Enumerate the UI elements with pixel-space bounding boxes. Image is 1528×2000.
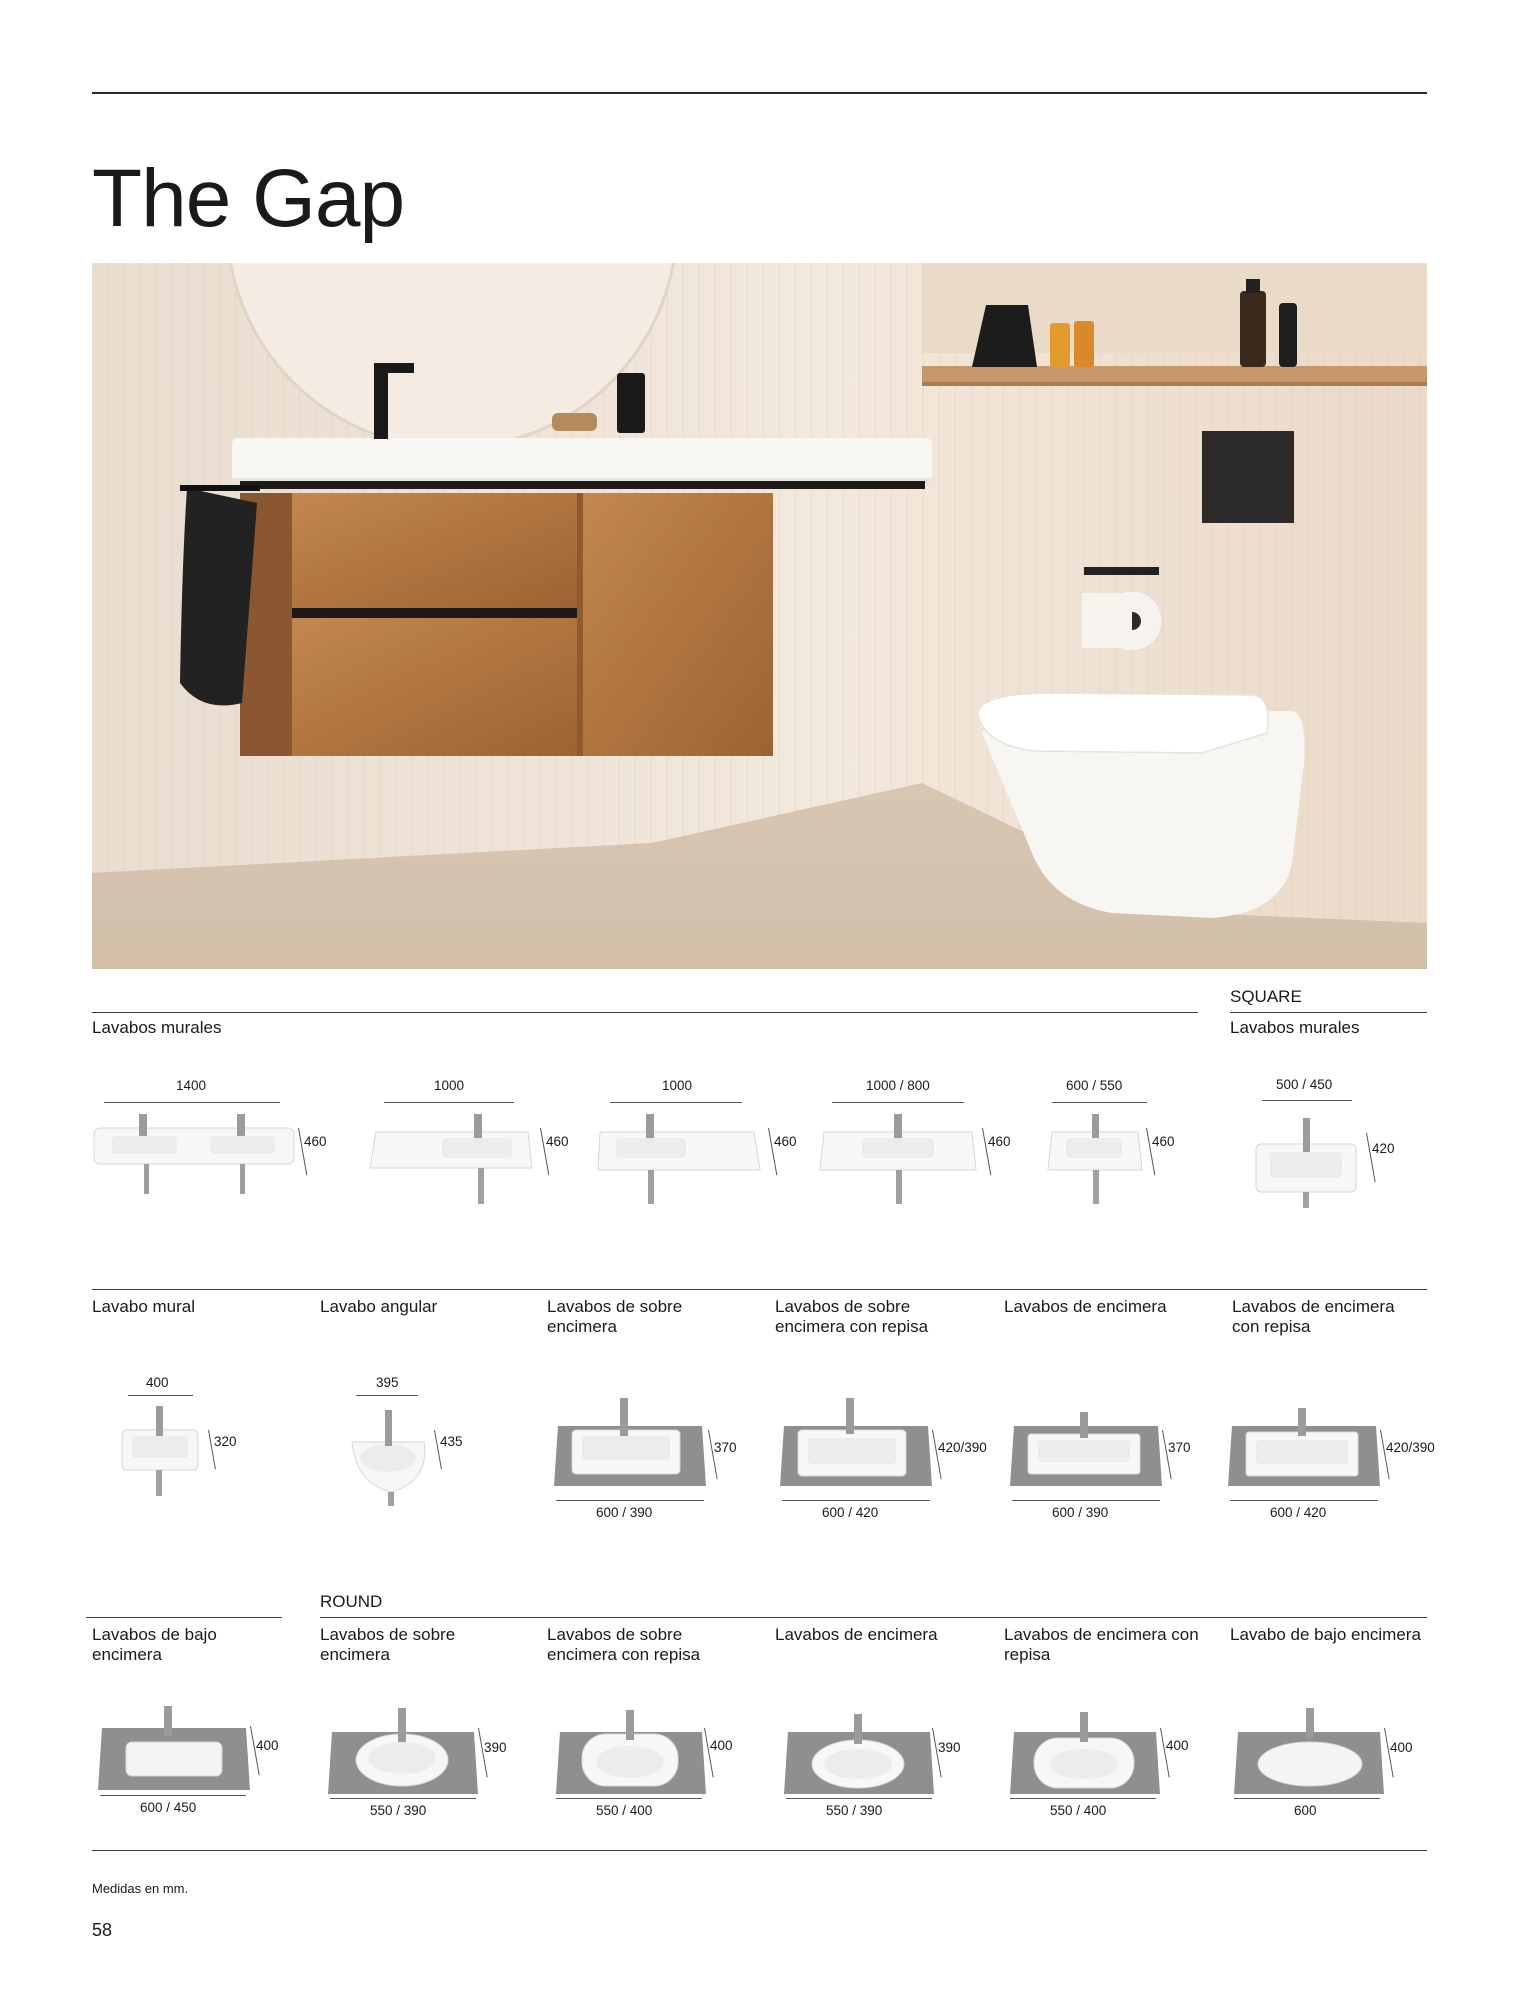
width-dimension: 1000	[662, 1078, 693, 1093]
section3-label-4: Lavabos de encimera	[775, 1625, 938, 1644]
width-dimension-line	[104, 1102, 280, 1103]
hero-bathroom-photo	[92, 263, 1427, 969]
wall-sink-left-bowl-image	[594, 1108, 764, 1213]
depth-dimension: 420	[1372, 1141, 1395, 1156]
section1-label: Lavabos murales	[92, 1018, 222, 1037]
width-dimension-line	[1052, 1102, 1147, 1103]
counter-dimension: 550 / 400	[596, 1803, 653, 1818]
width-dimension: 600 / 550	[1066, 1078, 1123, 1093]
round-counter-top-sink-image	[324, 1702, 484, 1811]
wall-sink-small-image	[118, 1400, 208, 1505]
inset-sink-shelf-image	[1226, 1390, 1386, 1505]
section2-label-3: Lavabos de sobre encimera	[547, 1297, 683, 1336]
depth-dimension: 435	[440, 1434, 463, 1449]
section3-label-5: Lavabos de encimera con repisa	[1004, 1625, 1199, 1664]
width-dimension-line	[782, 1500, 930, 1501]
depth-dimension: 390	[484, 1740, 507, 1755]
depth-dimension: 400	[1390, 1740, 1413, 1755]
depth-dimension: 420/390	[938, 1440, 987, 1455]
section2-rule	[92, 1289, 1427, 1290]
depth-dimension: 320	[214, 1434, 237, 1449]
counter-dimension: 550 / 390	[370, 1803, 427, 1818]
counter-dimension: 600 / 450	[140, 1800, 197, 1815]
width-dimension-line	[556, 1798, 702, 1799]
counter-dimension: 600 / 390	[596, 1505, 653, 1520]
width-dimension: 1000 / 800	[866, 1078, 930, 1093]
wall-sink-compact-image	[1046, 1108, 1146, 1213]
round-counter-top-sink-shelf-image	[552, 1702, 712, 1811]
width-dimension: 395	[376, 1375, 399, 1390]
width-dimension-line	[832, 1102, 964, 1103]
width-dimension-line	[1234, 1798, 1380, 1799]
section3-label-6: Lavabo de bajo encimera	[1230, 1625, 1421, 1644]
width-dimension-line	[100, 1795, 246, 1796]
footnote: Medidas en mm.	[92, 1881, 189, 1896]
corner-sink-image	[348, 1400, 433, 1515]
bottom-rule	[92, 1850, 1427, 1851]
width-dimension-line	[356, 1395, 418, 1396]
section3-label-2: Lavabos de sobre encimera	[320, 1625, 456, 1664]
round-inset-sink-shelf-image	[1006, 1702, 1166, 1811]
counter-dimension: 600 / 420	[822, 1505, 879, 1520]
depth-dimension: 400	[1166, 1738, 1189, 1753]
section2-label-4: Lavabos de sobre encimera con repisa	[775, 1297, 929, 1336]
page-title: The Gap	[92, 153, 405, 244]
round-rule	[320, 1617, 1427, 1618]
depth-dimension: 460	[546, 1134, 569, 1149]
section2-label-6: Lavabos de encimera con repisa	[1232, 1297, 1395, 1336]
width-dimension-line	[330, 1798, 476, 1799]
width-dimension-line	[1262, 1100, 1352, 1101]
undercounter-sink-image	[96, 1702, 256, 1807]
square-rule	[1230, 1012, 1427, 1013]
section3-left-rule	[86, 1617, 282, 1618]
wall-sink-center-bowl-image	[816, 1108, 981, 1213]
double-wall-sink-image	[92, 1108, 297, 1203]
depth-dimension: 460	[304, 1134, 327, 1149]
depth-dimension: 460	[1152, 1134, 1175, 1149]
round-category-label: ROUND	[320, 1592, 383, 1611]
depth-dimension: 370	[1168, 1440, 1191, 1455]
counter-top-sink-shelf-image	[778, 1390, 938, 1505]
counter-dimension: 600	[1294, 1803, 1317, 1818]
width-dimension-line	[786, 1798, 932, 1799]
counter-dimension: 550 / 400	[1050, 1803, 1107, 1818]
width-dimension-line	[128, 1395, 193, 1396]
counter-dimension: 600 / 420	[1270, 1505, 1327, 1520]
width-dimension: 500 / 450	[1276, 1077, 1333, 1092]
depth-dimension: 460	[774, 1134, 797, 1149]
width-dimension: 400	[146, 1375, 169, 1390]
round-inset-sink-image	[780, 1702, 940, 1811]
width-dimension-line	[384, 1102, 514, 1103]
round-undercounter-sink-image	[1230, 1702, 1390, 1811]
page-number: 58	[92, 1920, 113, 1940]
section2-label-1: Lavabo mural	[92, 1297, 196, 1316]
width-dimension: 1400	[176, 1078, 207, 1093]
section3-label-1: Lavabos de bajo encimera	[92, 1625, 217, 1664]
width-dimension-line	[1230, 1500, 1378, 1501]
section1-rule	[92, 1012, 1198, 1013]
counter-top-sink-image	[552, 1390, 712, 1505]
depth-dimension: 390	[938, 1740, 961, 1755]
section3-label-3: Lavabos de sobre encimera con repisa	[547, 1625, 701, 1664]
section2-label-5: Lavabos de encimera	[1004, 1297, 1167, 1316]
wall-sink-right-bowl-image	[366, 1108, 536, 1213]
square-category-label: SQUARE	[1230, 987, 1302, 1006]
width-dimension-line	[610, 1102, 742, 1103]
width-dimension-line	[1012, 1500, 1160, 1501]
counter-dimension: 550 / 390	[826, 1803, 883, 1818]
depth-dimension: 460	[988, 1134, 1011, 1149]
inset-sink-image	[1008, 1390, 1168, 1505]
depth-dimension: 400	[256, 1738, 279, 1753]
width-dimension-line	[1010, 1798, 1156, 1799]
square-wall-sink-image	[1252, 1110, 1362, 1215]
width-dimension: 1000	[434, 1078, 465, 1093]
square-section-label: Lavabos murales	[1230, 1018, 1360, 1037]
depth-dimension: 370	[714, 1440, 737, 1455]
counter-dimension: 600 / 390	[1052, 1505, 1109, 1520]
width-dimension-line	[556, 1500, 704, 1501]
depth-dimension: 400	[710, 1738, 733, 1753]
depth-dimension: 420/390	[1386, 1440, 1435, 1455]
section2-label-2: Lavabo angular	[320, 1297, 438, 1316]
top-rule	[92, 92, 1427, 94]
